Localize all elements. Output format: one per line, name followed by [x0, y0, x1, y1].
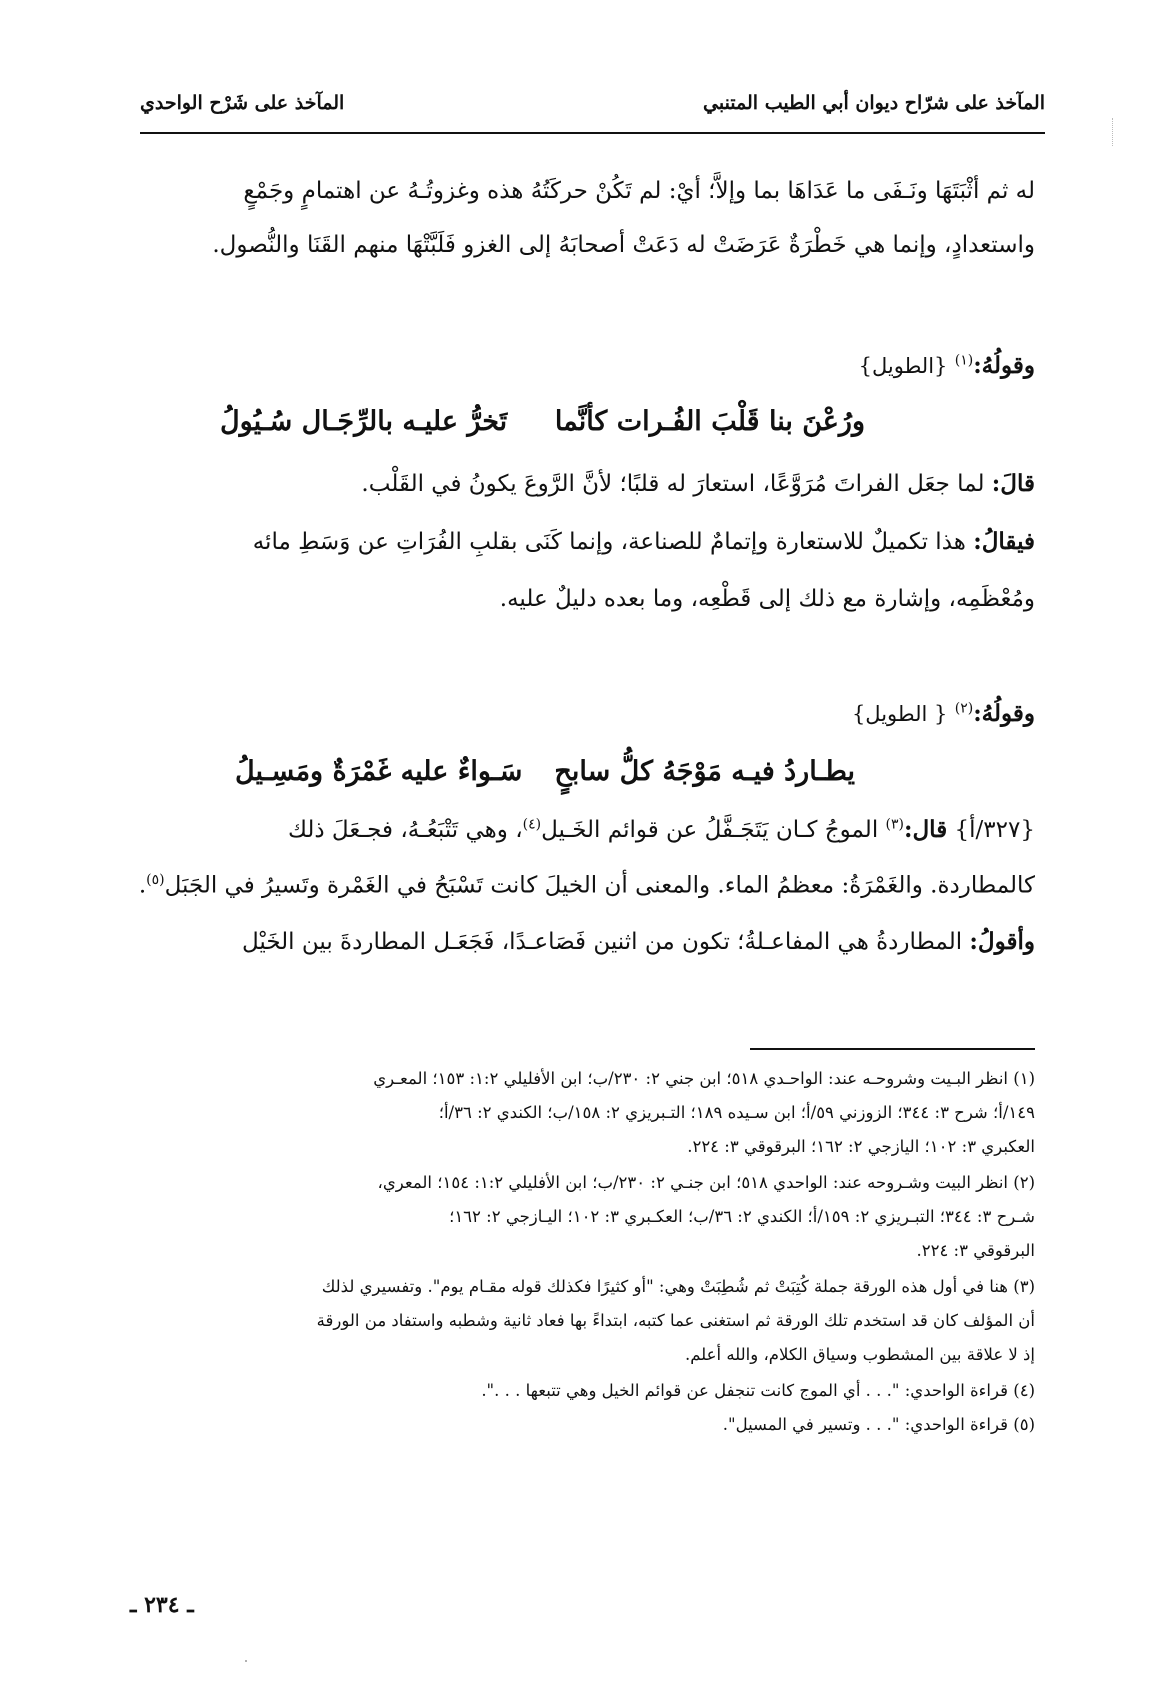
footnote-5-line: (٥) قراءة الواحدي: ". . . وتسير في المسيل". — [722, 1415, 1035, 1434]
footnote-ref-3: (٣) — [885, 816, 904, 833]
meter-label: {الطويل} — [858, 354, 948, 378]
footnote-ref-1: (١) — [954, 352, 974, 369]
fa-text-1: هذا تكميلٌ للاستعارة وإتمامٌ للصناعة، وإنما كَنَى بقلبِ الفُرَاتِ عن وَسَطِ مائه — [252, 529, 966, 555]
footnote-2 — [130, 1166, 1035, 1268]
book-title: المآخذ على شرّاح ديوان أبي الطيب المتنبي — [703, 92, 1045, 114]
footnote-4-line: (٤) قراءة الواحدي: ". . . أي الموج كانت تنجفل عن قوائم الخيل وهي تتبعها . . .". — [481, 1381, 1035, 1400]
footnote-3-line: أن المؤلف كان قد استخدم تلك الورقة ثم استغنى عما كتبه، ابتداءً بها فعاد ثانية وشطبه واستفاد من الورقة — [316, 1311, 1035, 1330]
line2-end: . — [138, 872, 147, 899]
section2-qala — [288, 816, 1035, 843]
verse1-first-hemistich: ورُعْنَ بنا قَلْبَ الفُـرات كأنَّما — [554, 406, 865, 437]
verse2-second-hemistich: سَـواءٌ عليه غَمْرَةٌ ومَسِـيلُ — [235, 756, 523, 787]
footnote-1-line: (١) انظر البـيت وشروحـه عند: الواحـدي ٥١٨؛ ابن جني ٢: ٢٣٠/ب؛ ابن الأفليلي ١:٢: ١٥٣؛ المعـري — [373, 1069, 1035, 1088]
footnote-3-line: إذ لا علاقة بين المشطوب وسياق الكلام، والله أعلم. — [684, 1345, 1035, 1364]
fa-label: فيقالُ: — [973, 528, 1035, 555]
qala-label: قالَ: — [991, 470, 1035, 497]
header-divider — [140, 132, 1045, 134]
footnote-3 — [130, 1270, 1035, 1372]
footnote-4 — [130, 1374, 1035, 1408]
intro-line-2: واستعدادٍ، وإنما هي خَطْرَةٌ عَرَضَتْ له دَعَتْ أصحابَهُ إلى الغزو فَلَبَّتْهَا منهم القَنَا والنُّصول. — [212, 232, 1035, 258]
section1-intro — [859, 352, 1035, 379]
qala-text-b: ، وهي تَتْبَعُـهُ، فجـعَلَ ذلك — [287, 817, 523, 843]
meter-label: { الطويل} — [851, 702, 948, 726]
section1-qala — [361, 470, 1035, 497]
footnote-ref-5: (٥) — [146, 872, 165, 888]
footnote-3-line: (٣) هنا في أول هذه الورقة جملة كُتِبَتْ ثم شُطِبَتْ وهي: "أو كثيرًا فكذلك قوله مقـام يوم". وتفسيري لذلك — [321, 1277, 1035, 1296]
footnote-5 — [130, 1408, 1035, 1442]
folio-mark: {٣٢٧/أ} — [954, 817, 1035, 843]
aqul-label: وأقولُ: — [969, 928, 1035, 955]
verse2-first-hemistich: يطـاردُ فيـه مَوْجَهُ كلُّ سابحٍ — [554, 756, 855, 787]
line2-text: كالمطاردة. والغَمْرَةُ: معظمُ الماء. والمعنى أن الخيلَ كانت تَسْبَحُ في الغَمْرة وتَسيرُ في الجَبَل — [164, 872, 1035, 899]
section2-line-2 — [139, 872, 1035, 899]
chapter-title: المآخذ على شَرْح الواحدي — [140, 92, 345, 114]
intro-line-1: له ثم أثْبَتَهَا ونَـفَى ما عَدَاهَا بما وإلاَّ؛ أيْ: لم تَكُنْ حركَتُهُ هذه وغزوتُـهُ عن اهتمامٍ وجَمْعٍ — [243, 178, 1035, 204]
qala-text: لما جعَل الفراتَ مُرَوَّعًا، استعارَ له قلبًا؛ لأنَّ الرَّوعَ يكونُ في القَلْب. — [361, 471, 985, 497]
margin-mark — [1112, 118, 1115, 146]
footnote-divider — [750, 1048, 1035, 1050]
qala-label: قال: — [903, 816, 948, 843]
section1-intro-label: وقولُهُ: — [973, 352, 1035, 379]
section2-aqul — [242, 928, 1035, 955]
footnote-ref-4: (٤) — [522, 816, 542, 833]
footnote-1-line: ١٤٩/أ؛ شرح ٣: ٣٤٤؛ الزوزني ٥٩/أ؛ ابن سـيده ١٨٩؛ التـبريزي ٢: ١٥٨/ب؛ الكندي ٢: ٣٦/أ؛ — [438, 1103, 1035, 1122]
qala-text-a: الموجُ كـان يَتَجَـفَّلُ عن قوائم الخَـيل — [541, 817, 879, 843]
scan-speck — [245, 1660, 247, 1662]
footnote-1 — [130, 1062, 1035, 1164]
section2-intro — [852, 700, 1035, 727]
footnote-2-line: شـرح ٣: ٣٤٤؛ التبـريزي ٢: ١٥٩/أ؛ الكندي ٢: ٣٦/ب؛ العكـبري ٣: ١٠٢؛ اليـازجي ٢: ١٦٢؛ — [449, 1207, 1035, 1226]
footnote-1-line: العكبري ٣: ١٠٢؛ اليازجي ٢: ١٦٢؛ البرقوقي ٣: ٢٢٤. — [687, 1137, 1035, 1156]
section2-intro-label: وقولُهُ: — [973, 700, 1035, 727]
section1-fa-line-2: ومُعْظَمِه، وإشارة مع ذلك إلى قَطْعِه، وما بعده دليلٌ عليه. — [499, 586, 1035, 612]
section1-fa-line-1 — [253, 528, 1035, 555]
footnote-2-line: البرقوقي ٣: ٢٢٤. — [916, 1241, 1035, 1260]
verse1-second-hemistich: تَخرُّ عليـه بالرِّجَـال سُـيُولُ — [220, 406, 508, 437]
aqul-text: المطاردةُ هي المفاعـلةُ؛ تكون من اثنين فَصَاعـدًا، فَجَعَـل المطاردةَ بين الخَيْل — [241, 929, 963, 955]
footnote-2-line: (٢) انظر البيت وشـروحه عند: الواحدي ٥١٨؛ ابن جنـي ٢: ٢٣٠/ب؛ ابن الأفليلي ١:٢: ١٥٤؛ المعري، — [377, 1173, 1035, 1192]
footnote-ref-2: (٢) — [954, 700, 974, 717]
page-number: ـ ٢٣٤ ـ — [130, 1592, 194, 1618]
running-header — [140, 92, 1045, 122]
